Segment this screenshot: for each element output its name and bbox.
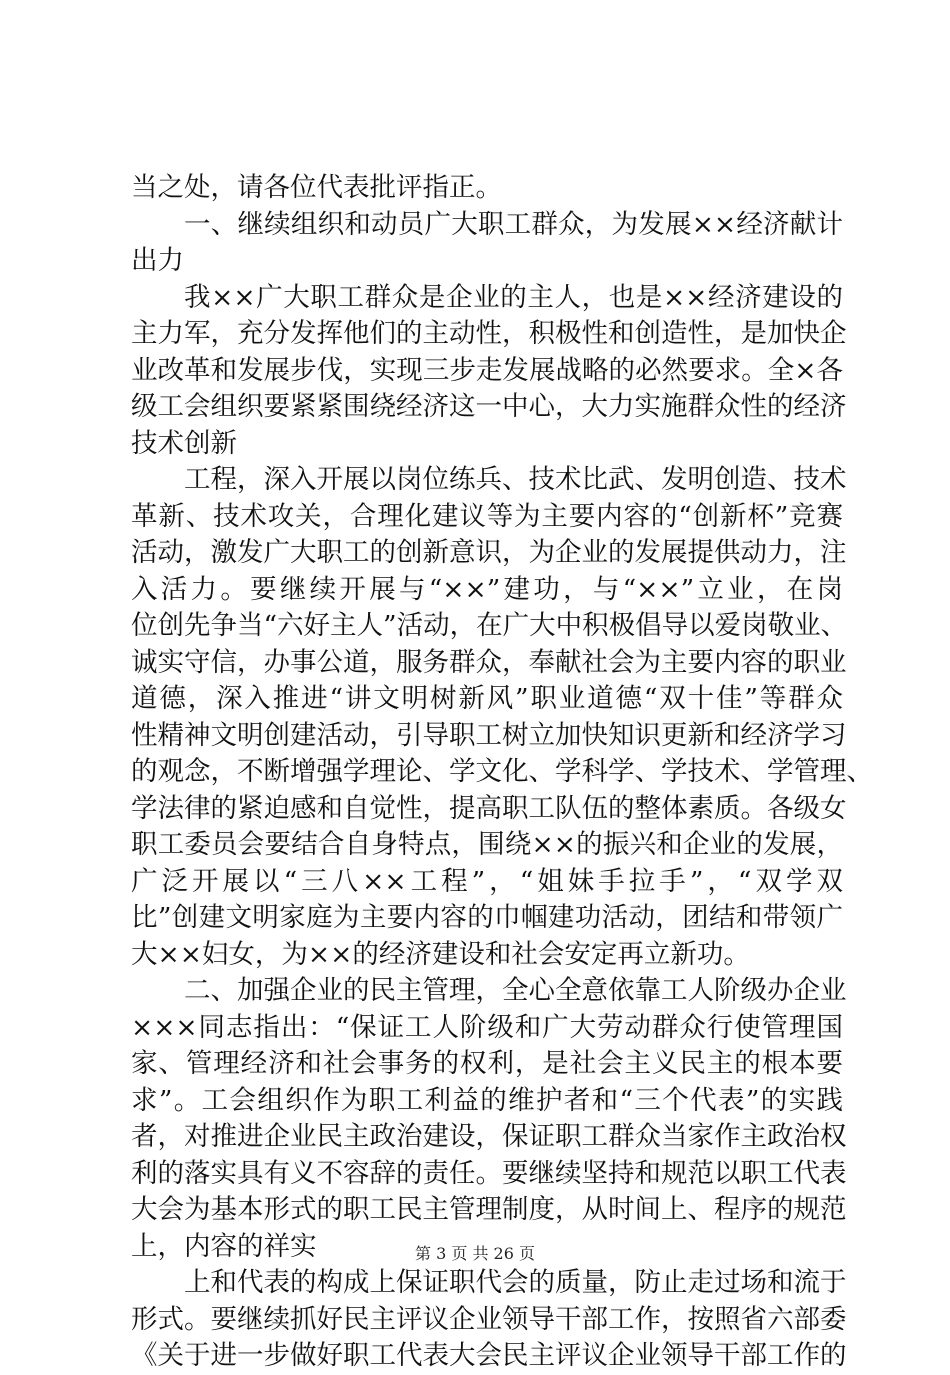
- text-line: 者，对推进企业民主政治建设，保证职工群众当家作主政治权: [131, 1121, 847, 1152]
- text-line: 入活力。要继续开展与“××”建功，与“××”立业，在岗: [131, 573, 843, 605]
- text-line: 上，内容的祥实: [131, 1230, 317, 1262]
- text-line: 利的落实具有义不容辞的责任。要继续坚持和规范以职工代表: [131, 1157, 847, 1189]
- page-footer: 第 3 页 共 26 页: [415, 1244, 535, 1263]
- text-line: 性精神文明创建活动，引导职工树立加快知识更新和经济学习: [131, 719, 847, 751]
- text-line: 大会为基本形式的职工民主管理制度，从时间上、程序的规范: [131, 1194, 847, 1225]
- text-line: 学法律的紧迫感和自觉性，提高职工队伍的整体素质。各级女: [131, 792, 847, 824]
- text-line: 技术创新: [131, 427, 237, 459]
- text-line: 出力: [131, 245, 184, 276]
- text-line: 位创先争当“六好主人”活动，在广大中积极倡导以爱岗敬业、: [131, 610, 848, 641]
- text-line: 业改革和发展步伐，实现三步走发展战略的必然要求。全×各: [131, 354, 843, 386]
- text-line: 道德，深入推进“讲文明树新风”职业道德“双十佳”等群众: [131, 683, 843, 714]
- text-line: 职工委员会要结合自身特点，围绕××的振兴和企业的发展，: [131, 829, 843, 860]
- text-line: 大××妇女，为××的经济建设和社会安定再立新功。: [131, 938, 750, 970]
- text-line: 广泛开展以“三八××工程”，“姐妹手拉手”，“双学双: [131, 865, 843, 897]
- text-line: 二、加强企业的民主管理，全心全意依靠工人阶级办企业: [184, 975, 847, 1006]
- text-line: 《关于进一步做好职工代表大会民主评议企业领导干部工作的: [131, 1340, 847, 1371]
- text-line: 家、管理经济和社会事务的权利，是社会主义民主的根本要: [131, 1048, 843, 1079]
- text-line: 形式。要继续抓好民主评议企业领导干部工作，按照省六部委: [131, 1303, 847, 1335]
- text-line: 主力军，充分发挥他们的主动性，积极性和创造性，是加快企: [131, 318, 847, 349]
- text-line: 求”。工会组织作为职工利益的维护者和“三个代表”的实践: [131, 1084, 843, 1116]
- text-line: 活动，激发广大职工的创新意识，为企业的发展提供动力，注: [131, 537, 847, 568]
- text-line: 革新、技术攻关，合理化建议等为主要内容的“创新杯”竞赛: [131, 500, 843, 532]
- text-line: 我××广大职工群众是企业的主人，也是××经济建设的: [184, 281, 843, 313]
- text-line: 上和代表的构成上保证职代会的质量，防止走过场和流于: [184, 1267, 847, 1298]
- text-line: 比”创建文明家庭为主要内容的巾帼建功活动，团结和带领广: [131, 902, 843, 933]
- text-line: 级工会组织要紧紧围绕经济这一中心，大力实施群众性的经济: [131, 391, 847, 422]
- text-line: 的观念，不断增强学理论、学文化、学科学、学技术、学管理、: [131, 756, 873, 787]
- text-line: ×××同志指出：“保证工人阶级和广大劳动群众行使管理国: [131, 1011, 843, 1043]
- text-line: 诚实守信，办事公道，服务群众，奉献社会为主要内容的职业: [131, 646, 847, 678]
- text-line: 当之处，请各位代表批评指正。: [131, 172, 502, 203]
- text-line: 工程，深入开展以岗位练兵、技术比武、发明创造、技术: [184, 464, 847, 495]
- document-body: [131, 170, 873, 1375]
- text-line: 一、继续组织和动员广大职工群众，为发展××经济献计: [184, 208, 843, 240]
